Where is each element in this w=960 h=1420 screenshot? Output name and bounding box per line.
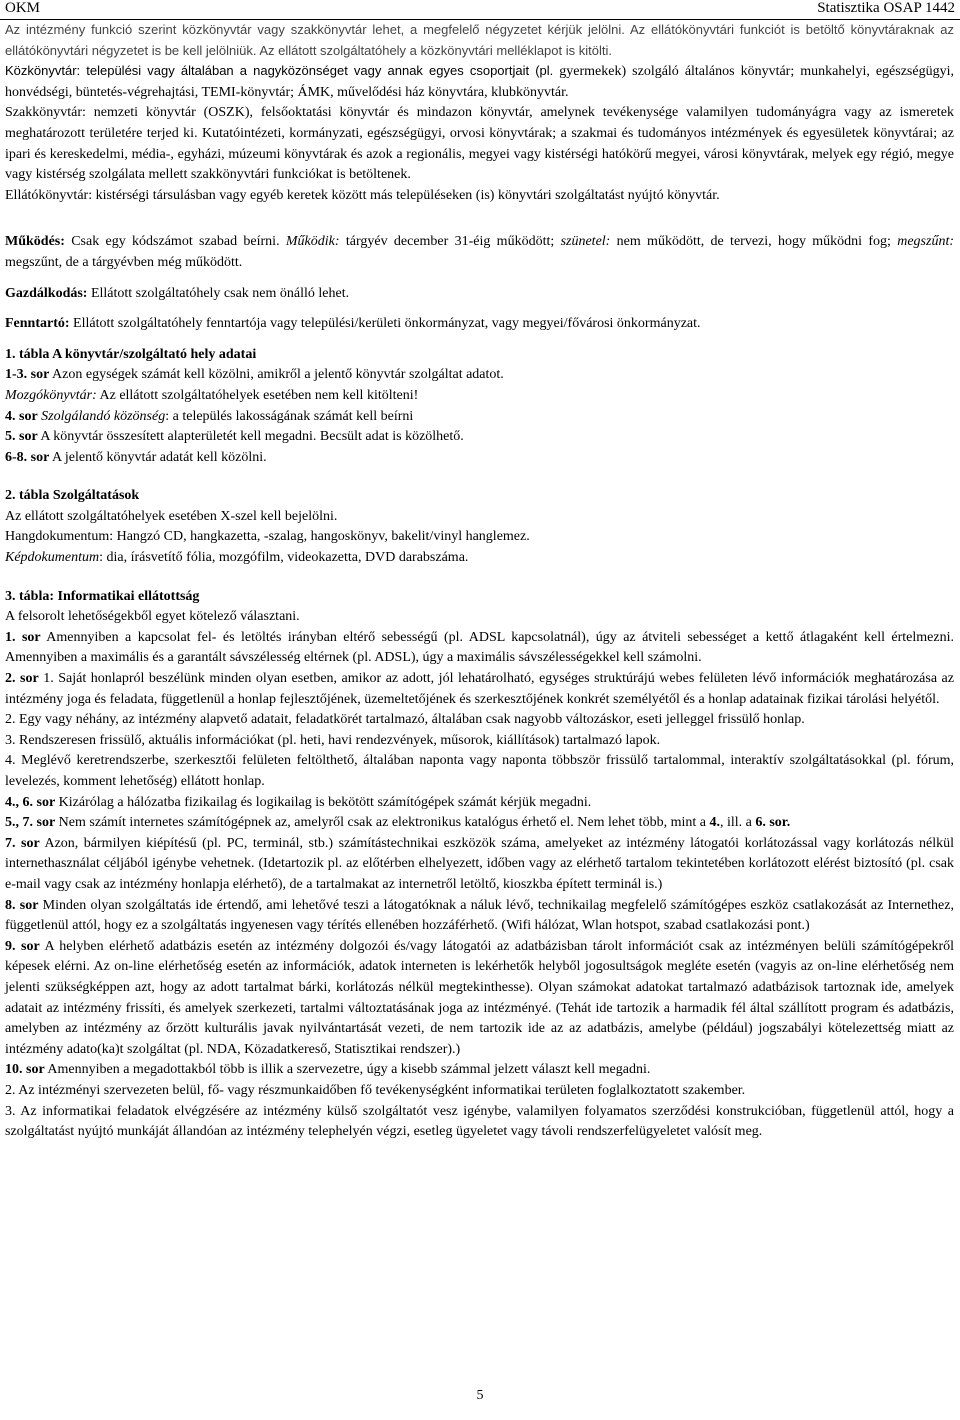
mukodes-paragraph: Működés: Csak egy kódszámot szabad beírni. Működik: tárgyév december 31-éig működött; szünetel: nem működött, de tervezi, hogy működni fog; megszűnt: megszűnt, de a tárgyévben még működött. xyxy=(5,234,954,270)
page-number: 5 xyxy=(476,1388,484,1403)
table2-title: 2. tábla Szolgáltatások xyxy=(5,488,140,504)
fenntarto-paragraph: Fenntartó: Ellátott szolgáltatóhely fenntartója vagy települési/kerületi önkormányzat, vagy megyei/fővárosi önkormányzat. xyxy=(5,316,701,332)
table3-row7: 7. sor Azon, bármilyen kiépítésű (pl. PC, terminál, stb.) számítástechnikai eszközök száma, amelyeket az intézmény látogatói korlátozással vagy korlátozás nélkül internethasználat céljából igénybe vehetnek. (Idetartozik pl. az előtérben elhelyezett, időben vagy az elérhető tartalom tekintetében korlátozott elérést biztosító (pl. csak e-mail vagy csak az intézmény honlapja elérhető), de a tartalmakat az internetről letöltő, kioszkba épített terminál is.) xyxy=(5,835,954,892)
ellatokonyvtar-paragraph: Ellátókönyvtár: kistérségi társulásban vagy egyéb keretek között más településeken (is) könyvtári szolgáltatást nyújtó könyvtár. xyxy=(5,187,720,203)
intro-paragraph: Az intézmény funkció szerint közkönyvtár vagy szakkönyvtár lehet, a megfelelő négyzetet kérjük jelölni. Az ellátókönyvtári funkciót is betöltő könyvtáraknak az ellátókönyvtári négyzetet is be kell jelölniük. Az ellátott szolgáltatóhely a közkönyvtári melléklapot is kitölti. xyxy=(5,22,954,58)
szakkonyvtar-paragraph: Szakkönyvtár: nemzeti könyvtár (OSZK), felsőoktatási könyvtár és mindazon könyvtár, amelynek tevékenysége valamilyen tudományágra vagy az ismeretek meghatározott területére terjed ki. Kutatóintézeti, kormányzati, egészségügyi, orvosi könyvtárak; a szakmai és tudományos intézmények és egyesületek könyvtárai; az ipari és kereskedelmi, média-, egyházi, múzeumi könyvtárak és azok a regionális, megyei vagy kistérségi hatókörű megyei, városi könyvtárak, melyek egy régió, megye vagy kistérség szolgálata mellett szakkönyvtári funkciókat is betöltenek. xyxy=(5,105,954,183)
table2-line1: Az ellátott szolgáltatóhelyek esetében X-szel kell bejelölni. xyxy=(5,508,338,524)
page-header xyxy=(0,0,960,20)
table3-row5-7: 5., 7. sor Nem számít internetes számítógépnek az, amelyről csak az elektronikus katalógus érhető el. Nem lehet több, mint a 4., ill. a 6. sor. xyxy=(5,815,791,831)
table3-row1: 1. sor Amennyiben a kapcsolat fel- és letöltés irányban eltérő sebességű (pl. ADSL kapcsolatnál), úgy az átviteli sebességet a kettő átlagaként kell értelmezni. Amennyiben a maximális és a garantált sávszélesség eltérnek (pl. ADSL), úgy a maximális sávszélességekkel kell számolni. xyxy=(5,629,954,666)
document-body xyxy=(5,20,954,1143)
table3-row2: 2. sor 1. Saját honlapról beszélünk minden olyan esetben, amikor az adott, jól lehatárolható, egységes struktúrájú webes felületen lévő információk meghatározása az intézmény joga és feladata, függetlenül a honlap fejlesztőjének, üzemeltetőjének és szerkesztőjének konkrét személyétől és a honlap adatainak fizikai tárolási helyétől. xyxy=(5,671,954,707)
table1-row6: 6-8. sor A jelentő könyvtár adatát kell közölni. xyxy=(5,449,267,465)
table3-row4-6: 4., 6. sor Kizárólag a hálózatba fizikailag és logikailag is bekötött számítógépek számát kérjük megadni. xyxy=(5,794,592,810)
table3-title: 3. tábla: Informatikai ellátottság xyxy=(5,588,200,604)
table3-row2-option4: 4. Meglévő keretrendszerbe, szerkesztői felületen feltölthető, általában naponta vagy naponta többször frissülő tartalommal, interaktív szolgáltatásokkal (pl. fórum, levelezés, komment lehetőség) ellátott honlap. xyxy=(5,753,954,789)
table3-row2-option3: 3. Rendszeresen frissülő, aktuális információkat (pl. heti, havi rendezvények, műsorok, kiállítások) tartalmazó lapok. xyxy=(5,732,661,748)
table3-row9: 9. sor A helyben elérhető adatbázis esetén az intézmény dolgozói és/vagy látogatói az adatbázisban tárolt információt csak az intézményen belüli számítógépekről képesek elérni. Az on-line elérhetőség esetén az információk, adatok interneten is lekérhetők helyből jogosultságok megléte esetén (vagyis az on-line elérhetőség nem jelenti szükségképpen azt, hogy az adott tartalmat bárki, korlátozás nélkül megtekinthesse). Olyan számokat adatokat tartalmazó adatbázisok tartoznak ide, amelyek adatait az intézmény frissíti, és amelyek szerkezeti, tartalmi változtatásának joga az intézményé. (Tehát ide tartozik a harmadik fél által szállított program és adatbázis, amelyben az intézmény az őrzött kulturális javak nyilvántartását vezeti, de nem tartozik ide az az adatbázis, amelybe (például) jogszabályi kötelezettség miatt az intézmény adato(ka)t szolgáltat (pl. NDA, Közadatkereső, Statisztikai rendszer).) xyxy=(5,938,954,1057)
table1-row1: 1-3. sor Azon egységek számát kell közölni, amikről a jelentő könyvtár szolgáltat adatot. xyxy=(5,367,504,383)
table3-row2-option2: 2. Egy vagy néhány, az intézmény alapvető adatait, feladatkörét tartalmazó, általában csak nagyobb változáskor, eseti jelleggel frissülő honlap. xyxy=(5,712,805,728)
table2-line2: Hangdokumentum: Hangzó CD, hangkazetta, -szalag, hangoskönyv, bakelit/vinyl hanglemez. xyxy=(5,529,530,545)
header-form-id: Statisztika OSAP 1442 xyxy=(817,0,955,16)
table3-row10-option2: 2. Az intézményi szervezeten belül, fő- vagy részmunkaidőben fő tevékenységként informatikai területen foglalkoztatott szakember. xyxy=(5,1082,746,1098)
header-org: OKM xyxy=(5,0,41,16)
table1-mozgo: Mozgókönyvtár: Az ellátott szolgáltatóhelyek esetében nem kell kitölteni! xyxy=(5,387,419,403)
gazdalkodas-paragraph: Gazdálkodás: Ellátott szolgáltatóhely csak nem önálló lehet. xyxy=(5,285,350,301)
table3-row8: 8. sor Minden olyan szolgáltatás ide értendő, ami lehetővé teszi a látogatóknak a náluk lévő, technikailag megfelelő számítógépes eszköz csatlakozását az Internethez, függetlenül attól, hogy ez a szolgáltatás ingyenesen vagy térítés ellenében hozzáférhető. (Wifi hálózat, Wlan hotspot, szabad csatlakozási pont.) xyxy=(5,897,954,934)
kozkonyvtar-paragraph: Közkönyvtár: települési vagy általában a nagyközönséget vagy annak egyes csoportjait (pl. gyermekek) szolgáló általános könyvtár; munkahelyi, egészségügyi, honvédségi, büntetés-végrehajtási, TEMI-könyvtár; ÁMK, művelődési ház könyvtára, klubkönyvtár. xyxy=(5,63,954,100)
table3-row10-option3: 3. Az informatikai feladatok elvégzésére az intézmény külső szolgáltatót vesz igénybe, valamilyen folyamatos szerződési konstrukcióban, függetlenül attól, hogy a szolgáltatást nyújtó munkáját állandóan az intézmény telephelyén végzi, esetleg ügyeletet vagy távoli rendszerfelügyeletet valósít meg. xyxy=(5,1103,954,1140)
table1-title: 1. tábla A könyvtár/szolgáltató hely adatai xyxy=(5,346,257,362)
table3-intro: A felsorolt lehetőségekből egyet kötelező választani. xyxy=(5,609,300,625)
table1-row5: 5. sor A könyvtár összesített alapterületét kell megadni. Becsült adat is közölhető. xyxy=(5,429,464,445)
table2-line3: Képdokumentum: dia, írásvetítő fólia, mozgófilm, videokazetta, DVD darabszáma. xyxy=(5,550,469,566)
table3-row10: 10. sor Amennyiben a megadottakból több is illik a szervezetre, úgy a kisebb számmal jelzett választ kell megadni. xyxy=(5,1062,651,1078)
table1-row4: 4. sor Szolgálandó közönség: a település lakosságának számát kell beírni xyxy=(5,408,414,424)
